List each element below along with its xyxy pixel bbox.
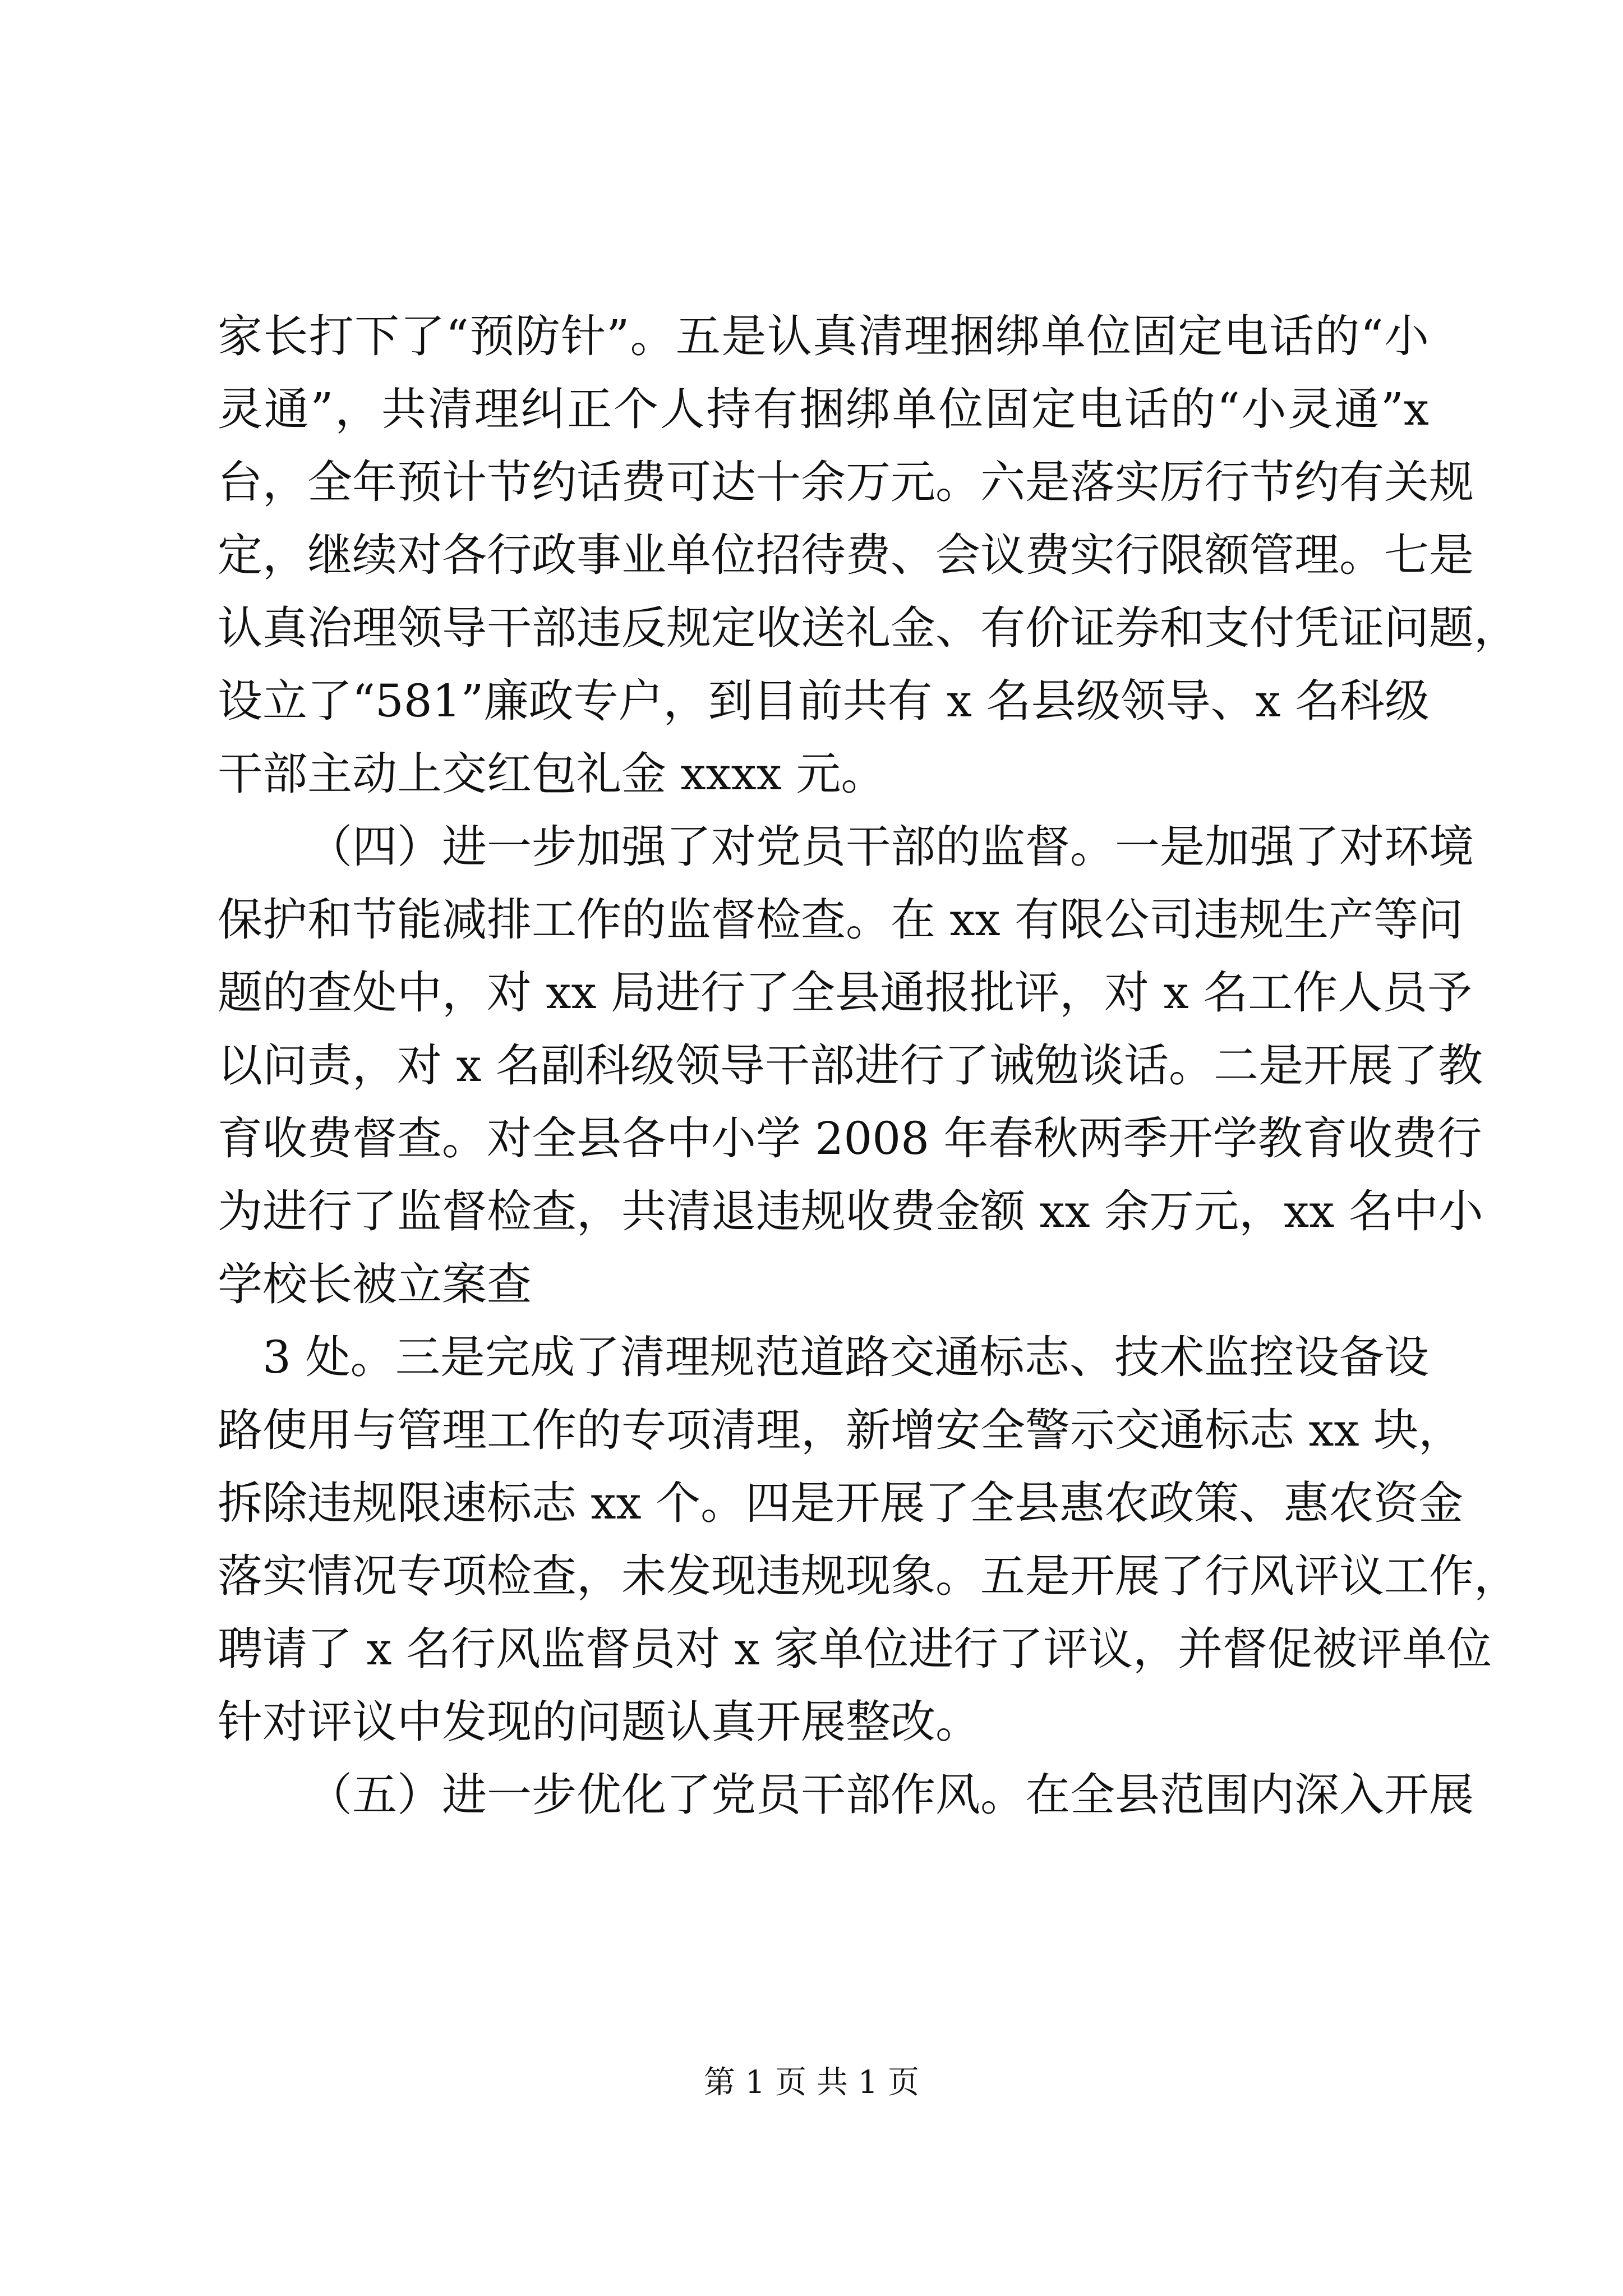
text-line: 聘请了 x 名行风监督员对 x 家单位进行了评议，并督促被评单位 bbox=[218, 1623, 1492, 1675]
text-line: 灵通”，共清理纠正个人持有捆绑单位固定电话的“小灵通”x bbox=[218, 383, 1429, 435]
text-line: 为进行了监督检查，共清退违规收费金额 xx 余万元，xx 名中小 bbox=[218, 1185, 1483, 1237]
text-line: 拆除违规限速标志 xx 个。四是开展了全县惠农政策、惠农资金 bbox=[218, 1477, 1464, 1529]
text-line: 题的查处中，对 xx 局进行了全县通报批评，对 x 名工作人员予 bbox=[218, 967, 1473, 1019]
section-heading-line: （四）进一步加强了对党员干部的监督。一是加强了对环境 bbox=[307, 821, 1474, 873]
text-line: 定，继续对各行政事业单位招待费、会议费实行限额管理。七是 bbox=[218, 529, 1474, 581]
text-line: 育收费督查。对全县各中小学 2008 年春秋两季开学教育收费行 bbox=[218, 1112, 1482, 1165]
text-line: 认真治理领导干部违反规定收送礼金、有价证券和支付凭证问题， bbox=[218, 602, 1519, 654]
text-line: 落实情况专项检查，未发现违规现象。五是开展了行风评议工作， bbox=[218, 1550, 1519, 1602]
page-number-footer: 第 1 页 共 1 页 bbox=[703, 2064, 920, 2101]
section-heading-line: （五）进一步优化了党员干部作风。在全县范围内深入开展 bbox=[307, 1769, 1474, 1821]
text-line: 台，全年预计节约话费可达十余万元。六是落实厉行节约有关规 bbox=[218, 456, 1474, 508]
text-line: 学校长被立案查 bbox=[218, 1258, 532, 1310]
text-line: 3 处。三是完成了清理规范道路交通标志、技术监控设备设 bbox=[262, 1331, 1429, 1383]
text-line: 路使用与管理工作的专项清理，新增安全警示交通标志 xx 块， bbox=[218, 1404, 1464, 1456]
text-line: 设立了“581”廉政专户，到目前共有 x 名县级领导、x 名科级 bbox=[218, 675, 1430, 727]
text-line: 以问责，对 x 名副科级领导干部进行了诫勉谈话。二是开展了教 bbox=[218, 1039, 1483, 1092]
text-line: 保护和节能减排工作的监督检查。在 xx 有限公司违规生产等问 bbox=[218, 894, 1464, 946]
text-line: 家长打下了“预防针”。五是认真清理捆绑单位固定电话的“小 bbox=[218, 310, 1429, 362]
body-text bbox=[218, 300, 1519, 1832]
text-line: 干部主动上交红包礼金 xxxx 元。 bbox=[218, 748, 886, 800]
text-line: 针对评议中发现的问题认真开展整改。 bbox=[218, 1696, 980, 1748]
